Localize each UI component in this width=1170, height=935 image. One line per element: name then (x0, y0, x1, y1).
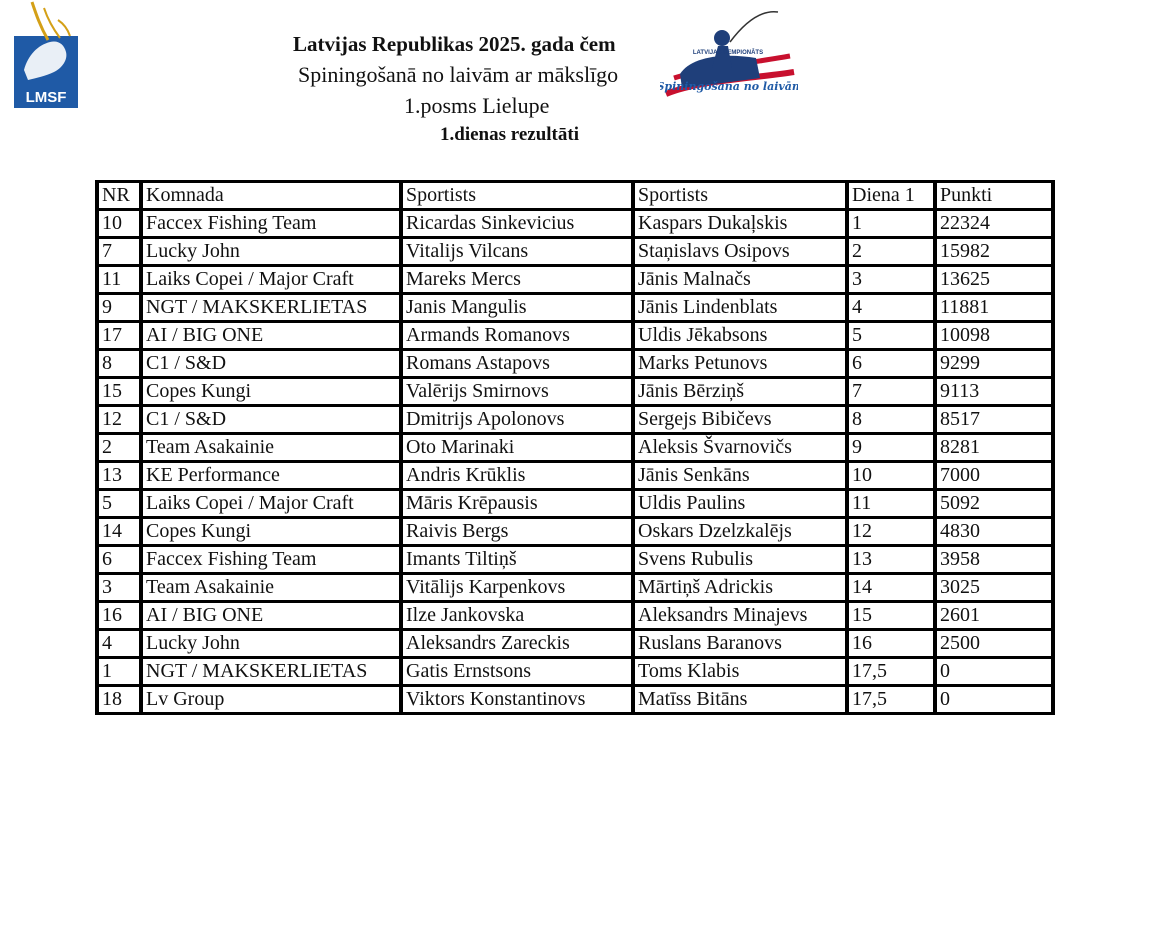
cell-day1: 16 (849, 631, 933, 656)
cell-team: NGT / MAKSKERLIETAS (143, 295, 399, 320)
cell-sportsman1: Vitālijs Karpenkovs (403, 575, 631, 600)
cell-nr: 17 (99, 323, 139, 348)
cell-team: Faccex Fishing Team (143, 547, 399, 572)
cell-sportsman2: Marks Petunovs (635, 351, 845, 376)
cell-sportsman2: Uldis Jēkabsons (635, 323, 845, 348)
cell-team: Copes Kungi (143, 519, 399, 544)
cell-nr: 15 (99, 379, 139, 404)
table-row (99, 407, 1051, 432)
table-row (99, 351, 1051, 376)
cell-nr: 6 (99, 547, 139, 572)
cell-sportsman2: Svens Rubulis (635, 547, 845, 572)
cell-points: 3025 (937, 575, 1051, 600)
cell-day1: 13 (849, 547, 933, 572)
cell-points: 0 (937, 687, 1051, 712)
cell-points: 5092 (937, 491, 1051, 516)
title-clip (200, 30, 652, 90)
cell-nr: 7 (99, 239, 139, 264)
table-body (99, 211, 1051, 712)
cell-sportsman2: Jānis Lindenblats (635, 295, 845, 320)
cell-team: Lucky John (143, 631, 399, 656)
cell-nr: 18 (99, 687, 139, 712)
cell-sportsman1: Māris Krēpausis (403, 491, 631, 516)
table-row (99, 211, 1051, 236)
cell-day1: 10 (849, 463, 933, 488)
cell-day1: 14 (849, 575, 933, 600)
cell-sportsman1: Janis Mangulis (403, 295, 631, 320)
table-row (99, 295, 1051, 320)
table-row (99, 519, 1051, 544)
cell-sportsman1: Valērijs Smirnovs (403, 379, 631, 404)
cell-day1: 11 (849, 491, 933, 516)
cell-sportsman1: Ricardas Sinkevicius (403, 211, 631, 236)
cell-points: 2500 (937, 631, 1051, 656)
results-heading: 1.dienas rezultāti (440, 124, 579, 145)
cell-sportsman1: Oto Marinaki (403, 435, 631, 460)
cell-sportsman2: Mārtiņš Adrickis (635, 575, 845, 600)
cell-team: C1 / S&D (143, 407, 399, 432)
cell-sportsman2: Jānis Senkāns (635, 463, 845, 488)
cell-sportsman2: Toms Klabis (635, 659, 845, 684)
logo-right-top-text: LATVIJAS ČEMPIONĀTS (692, 50, 764, 56)
cell-sportsman1: Armands Romanovs (403, 323, 631, 348)
col-header-points: Punkti (937, 183, 1051, 208)
table-row (99, 575, 1051, 600)
cell-sportsman1: Dmitrijs Apolonovs (403, 407, 631, 432)
page-title: Latvijas Republikas 2025. gada čem (293, 32, 616, 56)
cell-nr: 8 (99, 351, 139, 376)
col-header-team: Komnada (143, 183, 399, 208)
cell-team: Laiks Copei / Major Craft (143, 491, 399, 516)
cell-sportsman1: Gatis Ernstsons (403, 659, 631, 684)
cell-sportsman1: Ilze Jankovska (403, 603, 631, 628)
cell-team: Team Asakainie (143, 575, 399, 600)
stage-title: 1.posms Lielupe (404, 93, 550, 118)
cell-points: 9299 (937, 351, 1051, 376)
cell-sportsman2: Jānis Bērziņš (635, 379, 845, 404)
cell-points: 10098 (937, 323, 1051, 348)
cell-day1: 4 (849, 295, 933, 320)
cell-team: NGT / MAKSKERLIETAS (143, 659, 399, 684)
table-row (99, 687, 1051, 712)
cell-day1: 17,5 (849, 659, 933, 684)
cell-nr: 13 (99, 463, 139, 488)
cell-day1: 15 (849, 603, 933, 628)
cell-points: 8281 (937, 435, 1051, 460)
table-row (99, 323, 1051, 348)
table-row (99, 491, 1051, 516)
cell-nr: 4 (99, 631, 139, 656)
cell-sportsman1: Viktors Konstantinovs (403, 687, 631, 712)
cell-nr: 11 (99, 267, 139, 292)
cell-sportsman2: Ruslans Baranovs (635, 631, 845, 656)
cell-nr: 12 (99, 407, 139, 432)
cell-day1: 9 (849, 435, 933, 460)
cell-team: Faccex Fishing Team (143, 211, 399, 236)
cell-sportsman1: Vitalijs Vilcans (403, 239, 631, 264)
cell-points: 8517 (937, 407, 1051, 432)
cell-sportsman2: Jānis Malnačs (635, 267, 845, 292)
table-row (99, 435, 1051, 460)
cell-day1: 7 (849, 379, 933, 404)
cell-points: 9113 (937, 379, 1051, 404)
cell-team: Lucky John (143, 239, 399, 264)
cell-sportsman1: Raivis Bergs (403, 519, 631, 544)
cell-sportsman2: Aleksandrs Minajevs (635, 603, 845, 628)
logo-right-script-text: Spiningošana no laivām (660, 80, 798, 93)
table-row (99, 631, 1051, 656)
cell-points: 2601 (937, 603, 1051, 628)
table-row (99, 603, 1051, 628)
cell-points: 3958 (937, 547, 1051, 572)
cell-day1: 17,5 (849, 687, 933, 712)
cell-sportsman1: Romans Astapovs (403, 351, 631, 376)
cell-nr: 16 (99, 603, 139, 628)
results-table (95, 180, 1055, 715)
cell-day1: 2 (849, 239, 933, 264)
cell-sportsman1: Aleksandrs Zareckis (403, 631, 631, 656)
cell-points: 11881 (937, 295, 1051, 320)
cell-nr: 1 (99, 659, 139, 684)
cell-sportsman1: Mareks Mercs (403, 267, 631, 292)
cell-day1: 6 (849, 351, 933, 376)
col-header-nr: NR (99, 183, 139, 208)
cell-sportsman1: Imants Tiltiņš (403, 547, 631, 572)
cell-points: 13625 (937, 267, 1051, 292)
championship-logo (660, 8, 798, 104)
cell-points: 22324 (937, 211, 1051, 236)
table-row (99, 239, 1051, 264)
col-header-sportsman2: Sportists (635, 183, 845, 208)
cell-sportsman1: Andris Krūklis (403, 463, 631, 488)
cell-day1: 5 (849, 323, 933, 348)
cell-points: 4830 (937, 519, 1051, 544)
cell-sportsman2: Uldis Paulins (635, 491, 845, 516)
table-row (99, 659, 1051, 684)
table-row (99, 547, 1051, 572)
cell-nr: 5 (99, 491, 139, 516)
cell-team: Lv Group (143, 687, 399, 712)
cell-nr: 14 (99, 519, 139, 544)
cell-sportsman2: Sergejs Bibičevs (635, 407, 845, 432)
cell-sportsman2: Aleksis Švarnovičs (635, 435, 845, 460)
cell-day1: 1 (849, 211, 933, 236)
cell-team: KE Performance (143, 463, 399, 488)
cell-sportsman2: Kaspars Dukaļskis (635, 211, 845, 236)
cell-points: 0 (937, 659, 1051, 684)
table-row (99, 379, 1051, 404)
col-header-sportsman1: Sportists (403, 183, 631, 208)
cell-sportsman2: Matīss Bitāns (635, 687, 845, 712)
cell-day1: 12 (849, 519, 933, 544)
table-row (99, 463, 1051, 488)
cell-sportsman2: Staņislavs Osipovs (635, 239, 845, 264)
page-subtitle: Spiningošanā no laivām ar mākslīgo (298, 62, 619, 87)
table-header-row (99, 183, 1051, 208)
cell-team: AI / BIG ONE (143, 603, 399, 628)
cell-points: 7000 (937, 463, 1051, 488)
cell-nr: 2 (99, 435, 139, 460)
cell-team: Copes Kungi (143, 379, 399, 404)
table-row (99, 267, 1051, 292)
cell-nr: 3 (99, 575, 139, 600)
cell-day1: 8 (849, 407, 933, 432)
lmsf-logo (14, 0, 78, 108)
col-header-day1: Diena 1 (849, 183, 933, 208)
cell-day1: 3 (849, 267, 933, 292)
cell-team: C1 / S&D (143, 351, 399, 376)
cell-sportsman2: Oskars Dzelzkalējs (635, 519, 845, 544)
cell-team: Team Asakainie (143, 435, 399, 460)
cell-team: Laiks Copei / Major Craft (143, 267, 399, 292)
cell-points: 15982 (937, 239, 1051, 264)
cell-team: AI / BIG ONE (143, 323, 399, 348)
lmsf-logo-text: LMSF (25, 89, 67, 106)
cell-nr: 9 (99, 295, 139, 320)
cell-nr: 10 (99, 211, 139, 236)
